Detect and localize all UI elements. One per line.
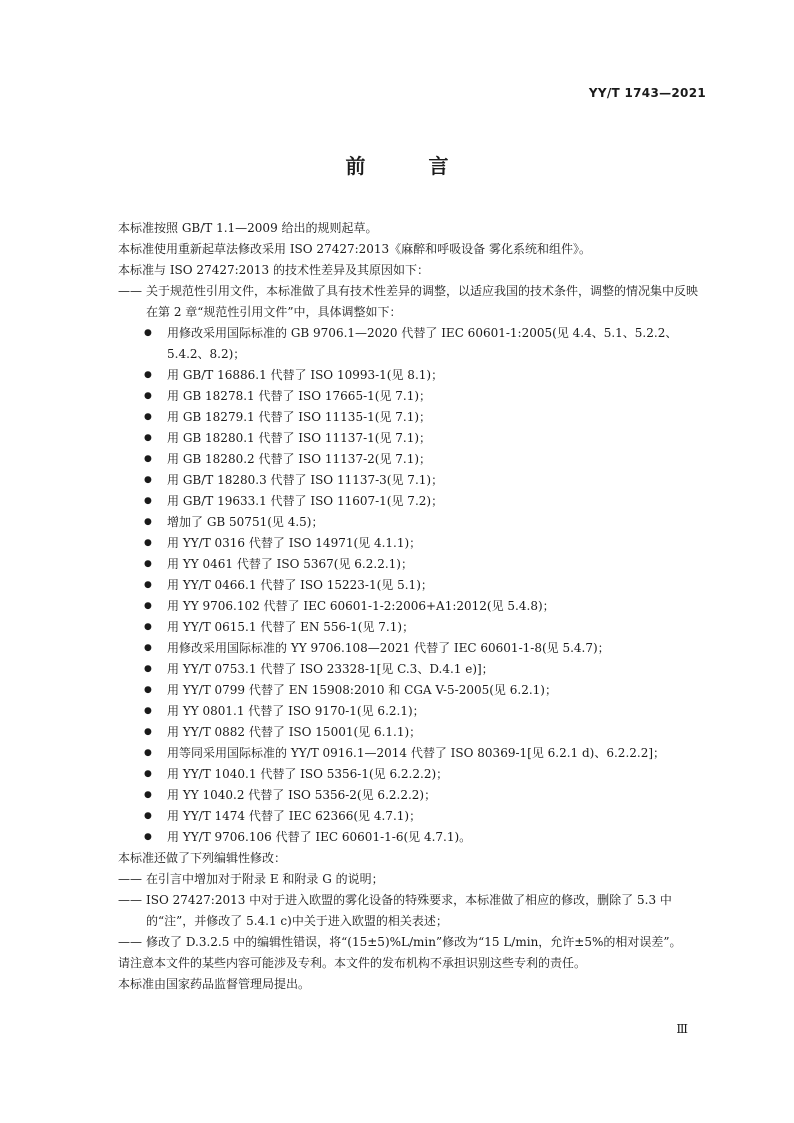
- bullet-icon: ●: [144, 769, 152, 779]
- bullet-icon: ●: [144, 496, 152, 506]
- bullet-icon: ●: [144, 412, 152, 422]
- bullet-icon: ●: [144, 328, 152, 338]
- dash-item-text: ISO 27427:2013 中对于进入欧盟的雾化设备的特殊要求，本标准做了相应的修改，删除了 5.3 中的“注”，并修改了 5.4.1 c)中关于进入欧盟的相关表述；: [146, 893, 672, 928]
- list-item-text: 用修改采用国际标准的 YY 9706.108—2021 代替了 IEC 60601-1-8(见 5.4.7)；: [167, 641, 610, 655]
- paragraph-drafting-rules: 本标准按照 GB/T 1.1—2009 给出的规则起草。: [118, 221, 378, 235]
- page-number: Ⅲ: [676, 1022, 688, 1036]
- bullet-icon: ●: [144, 643, 152, 653]
- foreword-body: [118, 218, 708, 995]
- list-item-text: 用 GB 18280.1 代替了 ISO 11137-1(见 7.1)；: [167, 431, 432, 445]
- bullet-icon: ●: [144, 727, 152, 737]
- list-item: [144, 743, 708, 764]
- list-item-text: 用 YY 0801.1 代替了 ISO 9170-1(见 6.2.1)；: [167, 704, 425, 718]
- dash-item-edit: [118, 890, 708, 932]
- bullet-icon: ●: [144, 580, 152, 590]
- list-item: [144, 575, 708, 596]
- page-title: 前 言: [345, 154, 477, 178]
- paragraph-proposer: 本标准由国家药品监督管理局提出。: [118, 977, 311, 991]
- list-item-text: 用 GB 18279.1 代替了 ISO 11135-1(见 7.1)；: [167, 410, 432, 424]
- list-item: [144, 701, 708, 722]
- list-item: [144, 386, 708, 407]
- list-item: [144, 533, 708, 554]
- dash-item-text: 修改了 D.3.2.5 中的编辑性错误，将“(15±5)%L/min”修改为“15 L/min，允许±5%的相对误差”。: [146, 935, 682, 949]
- list-item-text: 用 YY/T 0466.1 代替了 ISO 15223-1(见 5.1)；: [167, 578, 433, 592]
- list-item-text: 用 YY/T 9706.106 代替了 IEC 60601-1-6(见 4.7.1)。: [167, 830, 472, 844]
- dash-item-text: 在引言中增加对于附录 E 和附录 G 的说明；: [146, 872, 384, 886]
- bullet-icon: ●: [144, 811, 152, 821]
- list-item: [144, 365, 708, 386]
- list-item-text: 用 GB 18278.1 代替了 ISO 17665-1(见 7.1)；: [167, 389, 432, 403]
- list-item: [144, 764, 708, 785]
- list-item-text: 用 YY/T 0799 代替了 EN 15908:2010 和 CGA V-5-2005(见 6.2.1)；: [167, 683, 557, 697]
- list-item-text: 用 YY/T 0316 代替了 ISO 14971(见 4.1.1)；: [167, 536, 422, 550]
- list-item: [144, 491, 708, 512]
- list-item: [144, 596, 708, 617]
- bullet-icon: ●: [144, 370, 152, 380]
- list-item: [144, 428, 708, 449]
- list-item-text: 用 YY/T 0882 代替了 ISO 15001(见 6.1.1)；: [167, 725, 422, 739]
- list-item-text: 用 YY/T 0615.1 代替了 EN 556-1(见 7.1)；: [167, 620, 415, 634]
- list-item: [144, 827, 708, 848]
- bullet-icon: ●: [144, 706, 152, 716]
- list-item: [144, 806, 708, 827]
- replacement-list: [118, 323, 708, 848]
- bullet-icon: ●: [144, 664, 152, 674]
- bullet-icon: ●: [144, 790, 152, 800]
- list-item: [144, 407, 708, 428]
- bullet-icon: ●: [144, 685, 152, 695]
- dash-marker: ——: [118, 872, 142, 886]
- bullet-icon: ●: [144, 475, 152, 485]
- bullet-icon: ●: [144, 433, 152, 443]
- list-item: [144, 554, 708, 575]
- bullet-icon: ●: [144, 538, 152, 548]
- dash-item-text: 关于规范性引用文件，本标准做了具有技术性差异的调整，以适应我国的技术条件，调整的情况集中反映在第 2 章“规范性引用文件”中，具体调整如下：: [146, 284, 699, 319]
- list-item-text: 用 GB/T 16886.1 代替了 ISO 10993-1(见 8.1)；: [167, 368, 444, 382]
- dash-item-edit: [118, 869, 708, 890]
- list-item-text: 用 YY 9706.102 代替了 IEC 60601-1-2:2006+A1:2012(见 5.4.8)；: [167, 599, 555, 613]
- paragraph-editorial-changes: 本标准还做了下列编辑性修改：: [118, 851, 287, 865]
- list-item-text: 用 YY 0461 代替了 ISO 5367(见 6.2.2.1)；: [167, 557, 413, 571]
- list-item: [144, 512, 708, 533]
- list-item-text: 用修改采用国际标准的 GB 9706.1—2020 代替了 IEC 60601-1:2005(见 4.4、5.1、5.2.2、5.4.2、8.2)；: [167, 326, 678, 361]
- bullet-icon: ●: [144, 559, 152, 569]
- bullet-icon: ●: [144, 748, 152, 758]
- list-item-text: 用 GB 18280.2 代替了 ISO 11137-2(见 7.1)；: [167, 452, 432, 466]
- dash-marker: ——: [118, 284, 142, 298]
- list-item: [144, 638, 708, 659]
- list-item: [144, 323, 708, 365]
- standard-code: YY/T 1743—2021: [588, 86, 706, 100]
- paragraph-adoption-method: 本标准使用重新起草法修改采用 ISO 27427:2013《麻醉和呼吸设备 雾化系统和组件》。: [118, 242, 592, 256]
- dash-item-normative-references: [118, 281, 708, 323]
- list-item: [144, 470, 708, 491]
- paragraph-patent-notice: 请注意本文件的某些内容可能涉及专利。本文件的发布机构不承担识别这些专利的责任。: [118, 956, 587, 970]
- list-item-text: 用 YY/T 0753.1 代替了 ISO 23328-1[见 C.3、D.4.1 e)]；: [167, 662, 494, 676]
- list-item-text: 用 GB/T 19633.1 代替了 ISO 11607-1(见 7.2)；: [167, 494, 444, 508]
- list-item: [144, 680, 708, 701]
- paragraph-technical-differences: 本标准与 ISO 27427:2013 的技术性差异及其原因如下：: [118, 263, 429, 277]
- bullet-icon: ●: [144, 622, 152, 632]
- dash-item-edit: [118, 932, 708, 953]
- list-item-text: 用 YY 1040.2 代替了 ISO 5356-2(见 6.2.2.2)；: [167, 788, 437, 802]
- list-item-text: 增加了 GB 50751(见 4.5)；: [167, 515, 324, 529]
- list-item-text: 用等同采用国际标准的 YY/T 0916.1—2014 代替了 ISO 80369-1[见 6.2.1 d)、6.2.2.2]；: [167, 746, 666, 760]
- list-item: [144, 659, 708, 680]
- dash-marker: ——: [118, 935, 142, 949]
- list-item: [144, 449, 708, 470]
- list-item-text: 用 GB/T 18280.3 代替了 ISO 11137-3(见 7.1)；: [167, 473, 444, 487]
- list-item: [144, 785, 708, 806]
- bullet-icon: ●: [144, 454, 152, 464]
- bullet-icon: ●: [144, 601, 152, 611]
- bullet-icon: ●: [144, 391, 152, 401]
- list-item: [144, 617, 708, 638]
- list-item-text: 用 YY/T 1040.1 代替了 ISO 5356-1(见 6.2.2.2)；: [167, 767, 449, 781]
- list-item: [144, 722, 708, 743]
- dash-marker: ——: [118, 893, 142, 907]
- bullet-icon: ●: [144, 832, 152, 842]
- bullet-icon: ●: [144, 517, 152, 527]
- list-item-text: 用 YY/T 1474 代替了 IEC 62366(见 4.7.1)；: [167, 809, 422, 823]
